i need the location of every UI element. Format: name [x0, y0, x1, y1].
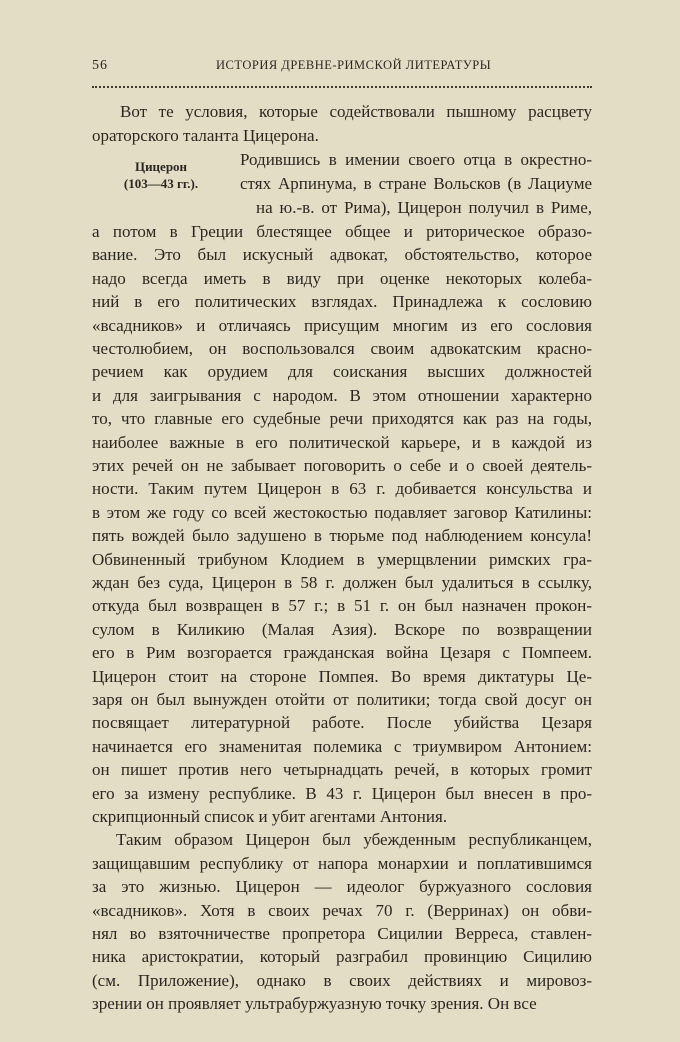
text-line: этих речей он не забывает поговорить о себе и о своей деятель-	[92, 456, 592, 475]
margin-note-years: (103—43 гг.).	[123, 176, 199, 191]
text-line: речием как орудием для соискания высших должностей	[92, 362, 592, 382]
text-line: в этом же году со всей жестокостью подавляет заговор Катилины:	[92, 502, 592, 522]
text-line: ника аристократии, который разграбил провинцию Сицилию	[92, 947, 592, 967]
page-number: 56	[92, 58, 108, 73]
text-line: и для заигрывания с народом. В этом отношении характерно	[92, 385, 592, 405]
text-line: «всадников». Хотя в своих речах 70 г. (Верринах) он обви-	[92, 900, 592, 920]
text-line: честолюбием, он воспользовался своим адвокатским красно-	[92, 339, 592, 358]
running-title: ИСТОРИЯ ДРЕВНЕ-РИМСКОЙ ЛИТЕРАТУРЫ	[216, 58, 492, 72]
text-line: его за измену республике. В 43 г. Цицерон был внесен в про-	[92, 783, 592, 803]
margin-note-name: Цицерон	[134, 159, 188, 174]
text-line: он пишет против него четырнадцать речей, в которых громит	[92, 760, 592, 780]
text-line: зрении он проявляет ультрабуржуазную точку зрения. Он все	[92, 994, 537, 1014]
text-line: а потом в Греции блестящее общее и риторическое образо-	[92, 222, 592, 241]
text-line: Вот те условия, которые содействовали пышному расцвету	[120, 102, 592, 121]
text-line: сулом в Киликию (Малая Азия). Вскоре по возвращении	[92, 619, 592, 639]
text-line: на ю.-в. от Рима), Цицерон получил в Риме,	[256, 198, 592, 217]
text-line: ждан без суда, Цицерон в 58 г. должен был удалиться в ссылку,	[92, 573, 592, 592]
text-line: посвящает литературной работе. После убийства Цезаря	[92, 713, 592, 733]
text-line: откуда был возвращен в 57 г.; в 51 г. он был назначен прокон-	[92, 596, 592, 616]
text-line: наиболее важные в его политической карьере, и в каждой из	[92, 432, 592, 452]
text-line: вание. Это был искусный адвокат, обстоятельство, которое	[92, 245, 592, 265]
text-line: Таким образом Цицерон был убежденным республиканцем,	[116, 830, 592, 850]
text-line: за это жизнью. Цицерон — идеолог буржуазного сословия	[92, 877, 592, 897]
text-line: стях Арпинума, в стране Вольсков (в Лациуме	[240, 174, 592, 193]
text-line: то, что главные его судебные речи приходятся как раз на годы,	[92, 409, 592, 429]
text-line: Цицерон стоит на стороне Помпея. Во время диктатуры Це-	[92, 666, 592, 686]
header-rule	[92, 86, 592, 88]
text-line: нял во взяточничестве пропретора Сицилии Верреса, ставлен-	[92, 924, 592, 943]
text-line: Обвиненный трибуном Клодием в умерщвлении римских гра-	[92, 549, 592, 569]
text-line: Родившись в имении своего отца в окрестно-	[240, 150, 592, 169]
text-line: начинается его знаменитая полемика с триумвиром Антонием:	[92, 736, 592, 756]
text-line: ораторского таланта Цицерона.	[92, 126, 319, 145]
text-line: ности. Таким путем Цицерон в 63 г. добивается консульства и	[92, 479, 592, 499]
text-line: ний в его политических взглядах. Принадлежа к сословию	[92, 292, 592, 312]
text-line: (см. Приложение), однако в своих действиях и мировоз-	[92, 970, 592, 990]
text-line: защищавшим республику от напора монархии и поплатившимся	[92, 853, 592, 873]
text-line: заря он был вынужден отойти от политики; тогда свой досуг он	[92, 690, 592, 709]
text-line: скрипционный список и убит агентами Антония.	[92, 807, 448, 826]
text-line: его в Рим возгорается гражданская война Цезаря с Помпеем.	[92, 643, 592, 663]
text-line: пять вождей было задушено в тюрьме под наблюдением консула!	[92, 526, 592, 546]
text-line: надо всегда иметь в виду при оценке некоторых колеба-	[92, 268, 592, 288]
text-line: «всадников» и отличаясь присущим многим из его сословия	[92, 315, 592, 335]
margin-note	[96, 158, 226, 192]
